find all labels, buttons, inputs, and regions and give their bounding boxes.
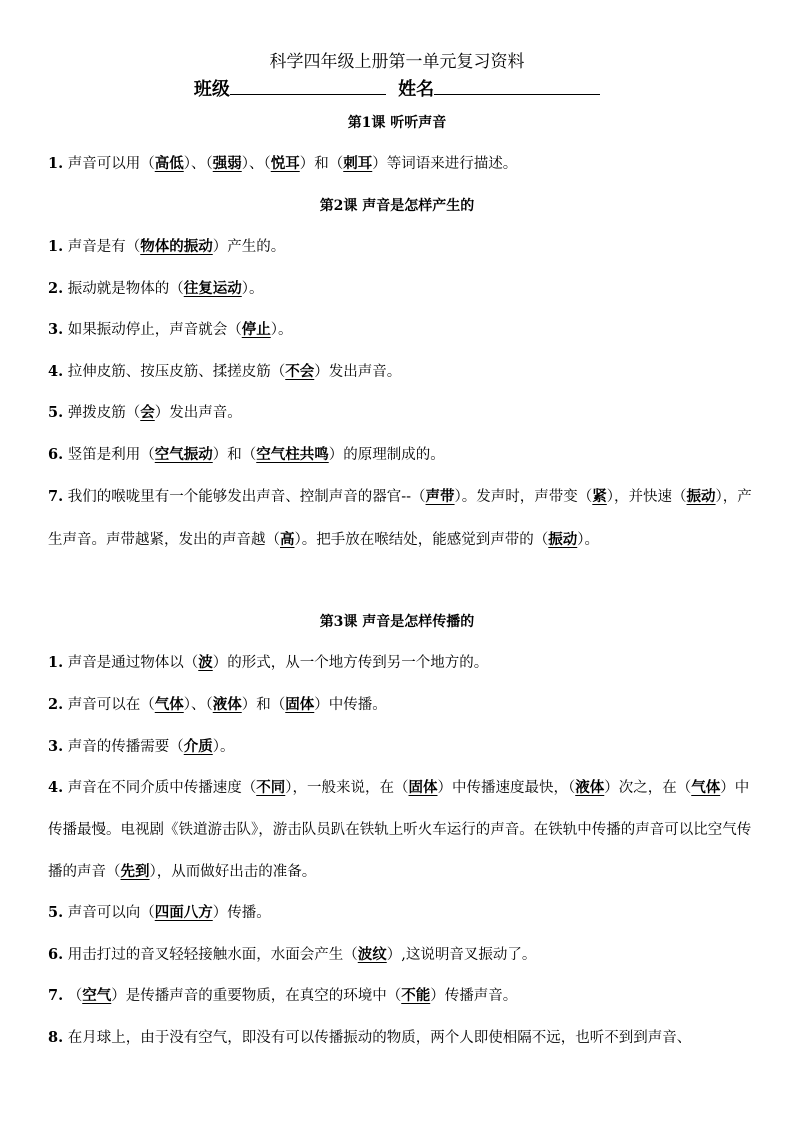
item-text: ）等词语来进行描述。 (372, 156, 518, 172)
lesson-2-item-3 (48, 309, 758, 352)
lesson-2-item-2 (48, 268, 758, 311)
item-number: 5. (48, 404, 64, 421)
answer-text: 停止 (241, 321, 271, 338)
item-text: ）。发声时，声带变（ (454, 489, 593, 505)
item-number: 1. (48, 654, 64, 671)
answer-text: 气体 (154, 696, 184, 713)
item-number: 1. (48, 238, 64, 255)
item-text: ）、（ (183, 697, 213, 713)
item-text: 弹拨皮筋（ (63, 405, 141, 421)
class-name-line (0, 78, 794, 102)
answer-text: 液体 (575, 779, 605, 796)
lesson-3-item-7 (48, 975, 758, 1018)
answer-text: 空气 (82, 987, 112, 1004)
item-text: ）。 (241, 281, 264, 297)
answer-text: 声带 (425, 488, 455, 505)
answer-text: 空气振动 (154, 446, 213, 463)
item-text: ）的形式，从一个地方传到另一个地方的。 (212, 655, 489, 671)
lesson-3-item-1 (48, 642, 758, 685)
answer-text: 不能 (401, 987, 431, 1004)
item-number: 6. (48, 946, 64, 963)
item-text: 用击打过的音叉轻轻接触水面，水面会产生（ (63, 947, 358, 963)
item-text: 声音的传播需要（ (63, 739, 184, 755)
item-text: 声音可以在（ (63, 697, 155, 713)
item-number: 6. (48, 446, 64, 463)
item-number: 8. (48, 1029, 64, 1046)
item-number: 7. (48, 488, 64, 505)
item-text: 声音可以用（ (63, 156, 155, 172)
answer-text: 刺耳 (343, 155, 373, 172)
answer-text: 往复运动 (183, 280, 242, 297)
answer-text: 四面八方 (154, 904, 213, 921)
answer-text: 物体的振动 (140, 238, 213, 255)
answer-text: 固体 (408, 779, 438, 796)
lesson-1-heading: 第1课 听听声音 (347, 115, 447, 131)
item-text: ）。 (212, 739, 235, 755)
answer-text: 悦耳 (270, 155, 300, 172)
lesson-3-item-6 (48, 934, 758, 977)
item-text: ），一般来说，在（ (285, 780, 409, 796)
answer-text: 高 (280, 530, 295, 548)
answer-text: 液体 (212, 696, 242, 713)
item-text: ）传播声音。 (430, 988, 518, 1004)
item-text: ），从而做好出击的准备。 (149, 864, 317, 880)
item-text: ）是传播声音的重要物质，在真空的环境中（ (111, 988, 402, 1004)
answer-text: 气体 (691, 779, 721, 796)
answer-text: 波 (198, 654, 213, 671)
item-text: ）和（ (212, 447, 257, 463)
answer-text: 不会 (285, 363, 315, 380)
lesson-2-heading: 第2课 声音是怎样产生的 (319, 198, 475, 214)
lesson-2-item-5 (48, 392, 758, 435)
lesson-3-item-5 (48, 892, 758, 935)
item-number: 4. (48, 779, 64, 796)
item-text: ），并快速（ (606, 489, 687, 505)
item-number: 2. (48, 696, 64, 713)
item-text: 声音是有（ (63, 239, 141, 255)
item-text: ）、（ (183, 156, 213, 172)
class-blank (230, 78, 386, 95)
answer-text: 不同 (256, 779, 286, 796)
item-text: 拉伸皮筋、按压皮筋、揉搓皮筋（ (63, 364, 286, 380)
answer-text: 固体 (285, 696, 315, 713)
item-text: ）产生的。 (212, 239, 286, 255)
item-text: 声音可以向（ (63, 905, 155, 921)
lesson-2-item-7 (48, 476, 758, 561)
item-text: 声音是通过物体以（ (63, 655, 199, 671)
item-text: ）。 (270, 322, 293, 338)
item-number: 1. (48, 155, 64, 172)
item-text: ）发出声音。 (154, 405, 242, 421)
item-number: 3. (48, 321, 64, 338)
lesson-3-item-4 (48, 767, 758, 894)
item-text: ）次之，在（ (604, 780, 692, 796)
item-text: 我们的喉咙里有一个能够发出声音、控制声音的器官--（ (63, 489, 426, 505)
item-text: 如果振动停止，声音就会（ (63, 322, 242, 338)
item-number: 2. (48, 280, 64, 297)
item-number: 7. (48, 987, 64, 1004)
answer-text: 会 (140, 404, 155, 421)
answer-text: 介质 (183, 738, 213, 755)
lesson-1-item-1 (48, 143, 758, 186)
item-text: ），产生声音。声带越紧，发出的声音越（ (48, 489, 752, 548)
name-label: 姓名 (398, 79, 435, 100)
item-text: ）发出声音。 (314, 364, 402, 380)
page-title: 科学四年级上册第一单元复习资料 (269, 52, 525, 72)
item-number: 4. (48, 363, 64, 380)
item-text: ）。 (577, 531, 599, 548)
lesson-2-item-6 (48, 434, 758, 477)
item-text: ）。把手放在喉结处，能感觉到声带的（ (294, 531, 549, 548)
item-text: 竖笛是利用（ (63, 447, 155, 463)
answer-text: 先到 (120, 863, 150, 880)
item-text: ）和（ (299, 156, 344, 172)
item-text: （ (63, 988, 83, 1004)
item-number: 5. (48, 904, 64, 921)
item-text: ）的原理制成的。 (328, 447, 445, 463)
lesson-3-item-2 (48, 684, 758, 727)
item-text: 振动就是物体的（ (63, 281, 184, 297)
item-text: ）、（ (241, 156, 271, 172)
answer-text: 空气柱共鸣 (256, 446, 329, 463)
answer-text: 紧 (592, 488, 607, 505)
lesson-2-item-4 (48, 351, 758, 394)
class-label: 班级 (193, 79, 230, 100)
answer-text: 高低 (154, 155, 184, 172)
lesson-3-heading: 第3课 声音是怎样传播的 (319, 614, 475, 630)
item-text: 在月球上，由于没有空气，即没有可以传播振动的物质，两个人即使相隔不远，也听不到到声音、 (63, 1030, 692, 1046)
name-blank (434, 78, 600, 95)
answer-text: 波纹 (357, 946, 387, 963)
item-text: ）中传播速度最快，（ (437, 780, 576, 796)
answer-text: 振动 (686, 488, 716, 505)
lesson-2-item-1 (48, 226, 758, 269)
answer-text: 振动 (548, 530, 578, 548)
item-number: 3. (48, 738, 64, 755)
item-text: ）,这说明音叉振动了。 (386, 947, 537, 963)
lesson-3-item-8 (48, 1017, 758, 1060)
lesson-3-item-3 (48, 726, 758, 769)
item-text: ）中传播。 (314, 697, 387, 713)
item-text: ）和（ (241, 697, 286, 713)
item-text: 声音在不同介质中传播速度（ (63, 780, 257, 796)
item-text: ）中传播最慢。电视剧《铁道游击队》，游击队员趴在铁轨上听火车运行的声音。在铁轨中传播的声音可以比空气传播的声音（ (48, 780, 752, 880)
item-text: ）传播。 (212, 905, 271, 921)
answer-text: 强弱 (212, 155, 242, 172)
